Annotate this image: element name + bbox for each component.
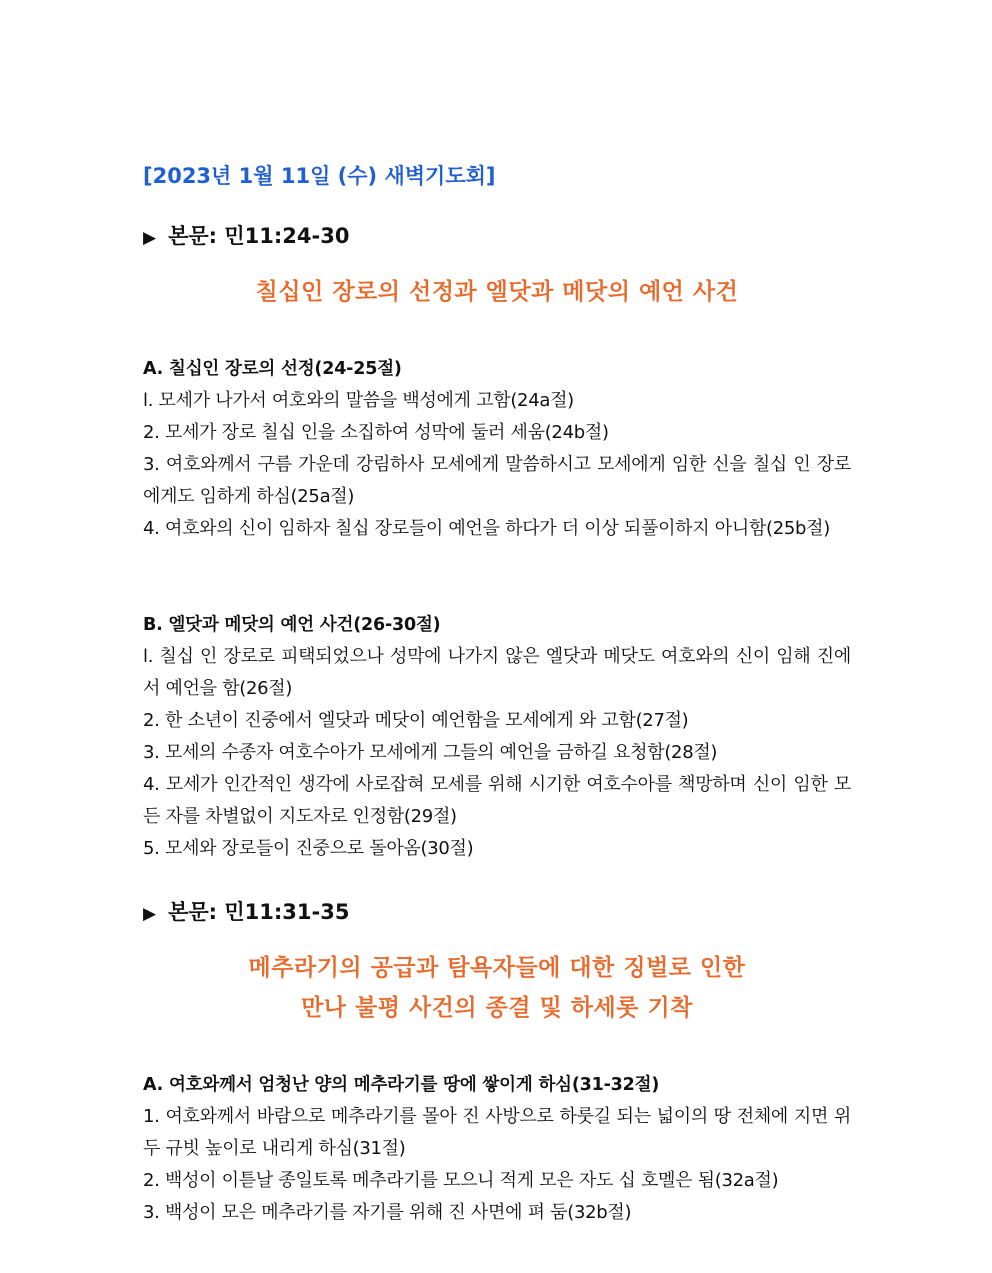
list-item: 2. 모세가 장로 칠십 인을 소집하여 성막에 둘러 세움(24b절) bbox=[143, 422, 609, 443]
list-item: 2. 백성이 이튿날 종일토록 메추라기를 모으니 적게 모은 자도 십 호멜은 됨(32a절) bbox=[143, 1170, 779, 1191]
arrow-icon: ▶ bbox=[143, 228, 157, 248]
list-item: 4. 모세가 인간적인 생각에 사로잡혀 모세를 위해 시기한 여호수아를 책망하며 신이 임한 모든 자를 차별없이 지도자로 인정함(29절) bbox=[143, 774, 851, 827]
list-item: 3. 모세의 수종자 여호수아가 모세에게 그들의 예언을 금하길 요청함(28절) bbox=[143, 742, 718, 763]
passage-heading-2 bbox=[143, 896, 349, 926]
sermon-title-2-line2: 만나 불평 사건의 종결 및 하세롯 기착 bbox=[301, 995, 693, 1021]
list-item: l. 칠십 인 장로로 피택되었으나 성막에 나가지 않은 엘닷과 메닷도 여호와의 신이 임해 진에서 예언을 함(26절) bbox=[143, 646, 851, 699]
list-item: 3. 백성이 모은 메추라기를 자기를 위해 진 사면에 펴 둠(32b절) bbox=[143, 1202, 632, 1223]
passage-heading-1 bbox=[143, 220, 349, 250]
section-heading: A. 칠십인 장로의 선정(24-25절) bbox=[143, 359, 402, 379]
section-heading: B. 엘닷과 메닷의 예언 사건(26-30절) bbox=[143, 615, 441, 635]
sermon-title-2-line1: 메추라기의 공급과 탐욕자들에 대한 징벌로 인한 bbox=[248, 955, 746, 981]
list-item: 4. 여호와의 신이 임하자 칠십 장로들이 예언을 하다가 더 이상 되풀이하지 아니함(25b절) bbox=[143, 518, 830, 539]
section-1b bbox=[143, 609, 851, 865]
section-2a bbox=[143, 1069, 851, 1229]
sermon-title-1: 칠십인 장로의 선정과 엘닷과 메닷의 예언 사건 bbox=[255, 279, 739, 305]
list-item: 5. 모세와 장로들이 진중으로 돌아옴(30절) bbox=[143, 838, 474, 859]
section-1a bbox=[143, 353, 851, 545]
list-item: l. 모세가 나가서 여호와의 말씀을 백성에게 고함(24a절) bbox=[143, 390, 574, 411]
list-item: 3. 여호와께서 구름 가운데 강림하사 모세에게 말씀하시고 모세에게 임한 신을 칠십 인 장로에게도 임하게 하심(25a절) bbox=[143, 454, 851, 507]
list-item: 2. 한 소년이 진중에서 엘닷과 메닷이 예언함을 모세에게 와 고함(27절) bbox=[143, 710, 689, 731]
passage-label-2: 본문: 민11:31-35 bbox=[168, 900, 350, 924]
passage-label-1: 본문: 민11:24-30 bbox=[168, 224, 350, 248]
section-heading: A. 여호와께서 엄청난 양의 메추라기를 땅에 쌓이게 하심(31-32절) bbox=[143, 1075, 660, 1095]
list-item: 1. 여호와께서 바람으로 메추라기를 몰아 진 사방으로 하룻길 되는 넓이의 땅 전체에 지면 위 두 규빗 높이로 내리게 하심(31절) bbox=[143, 1106, 851, 1159]
date-heading: [2023년 1월 11일 (수) 새벽기도회] bbox=[143, 164, 496, 188]
sermon-title-2 bbox=[143, 948, 851, 1028]
arrow-icon: ▶ bbox=[143, 904, 157, 924]
